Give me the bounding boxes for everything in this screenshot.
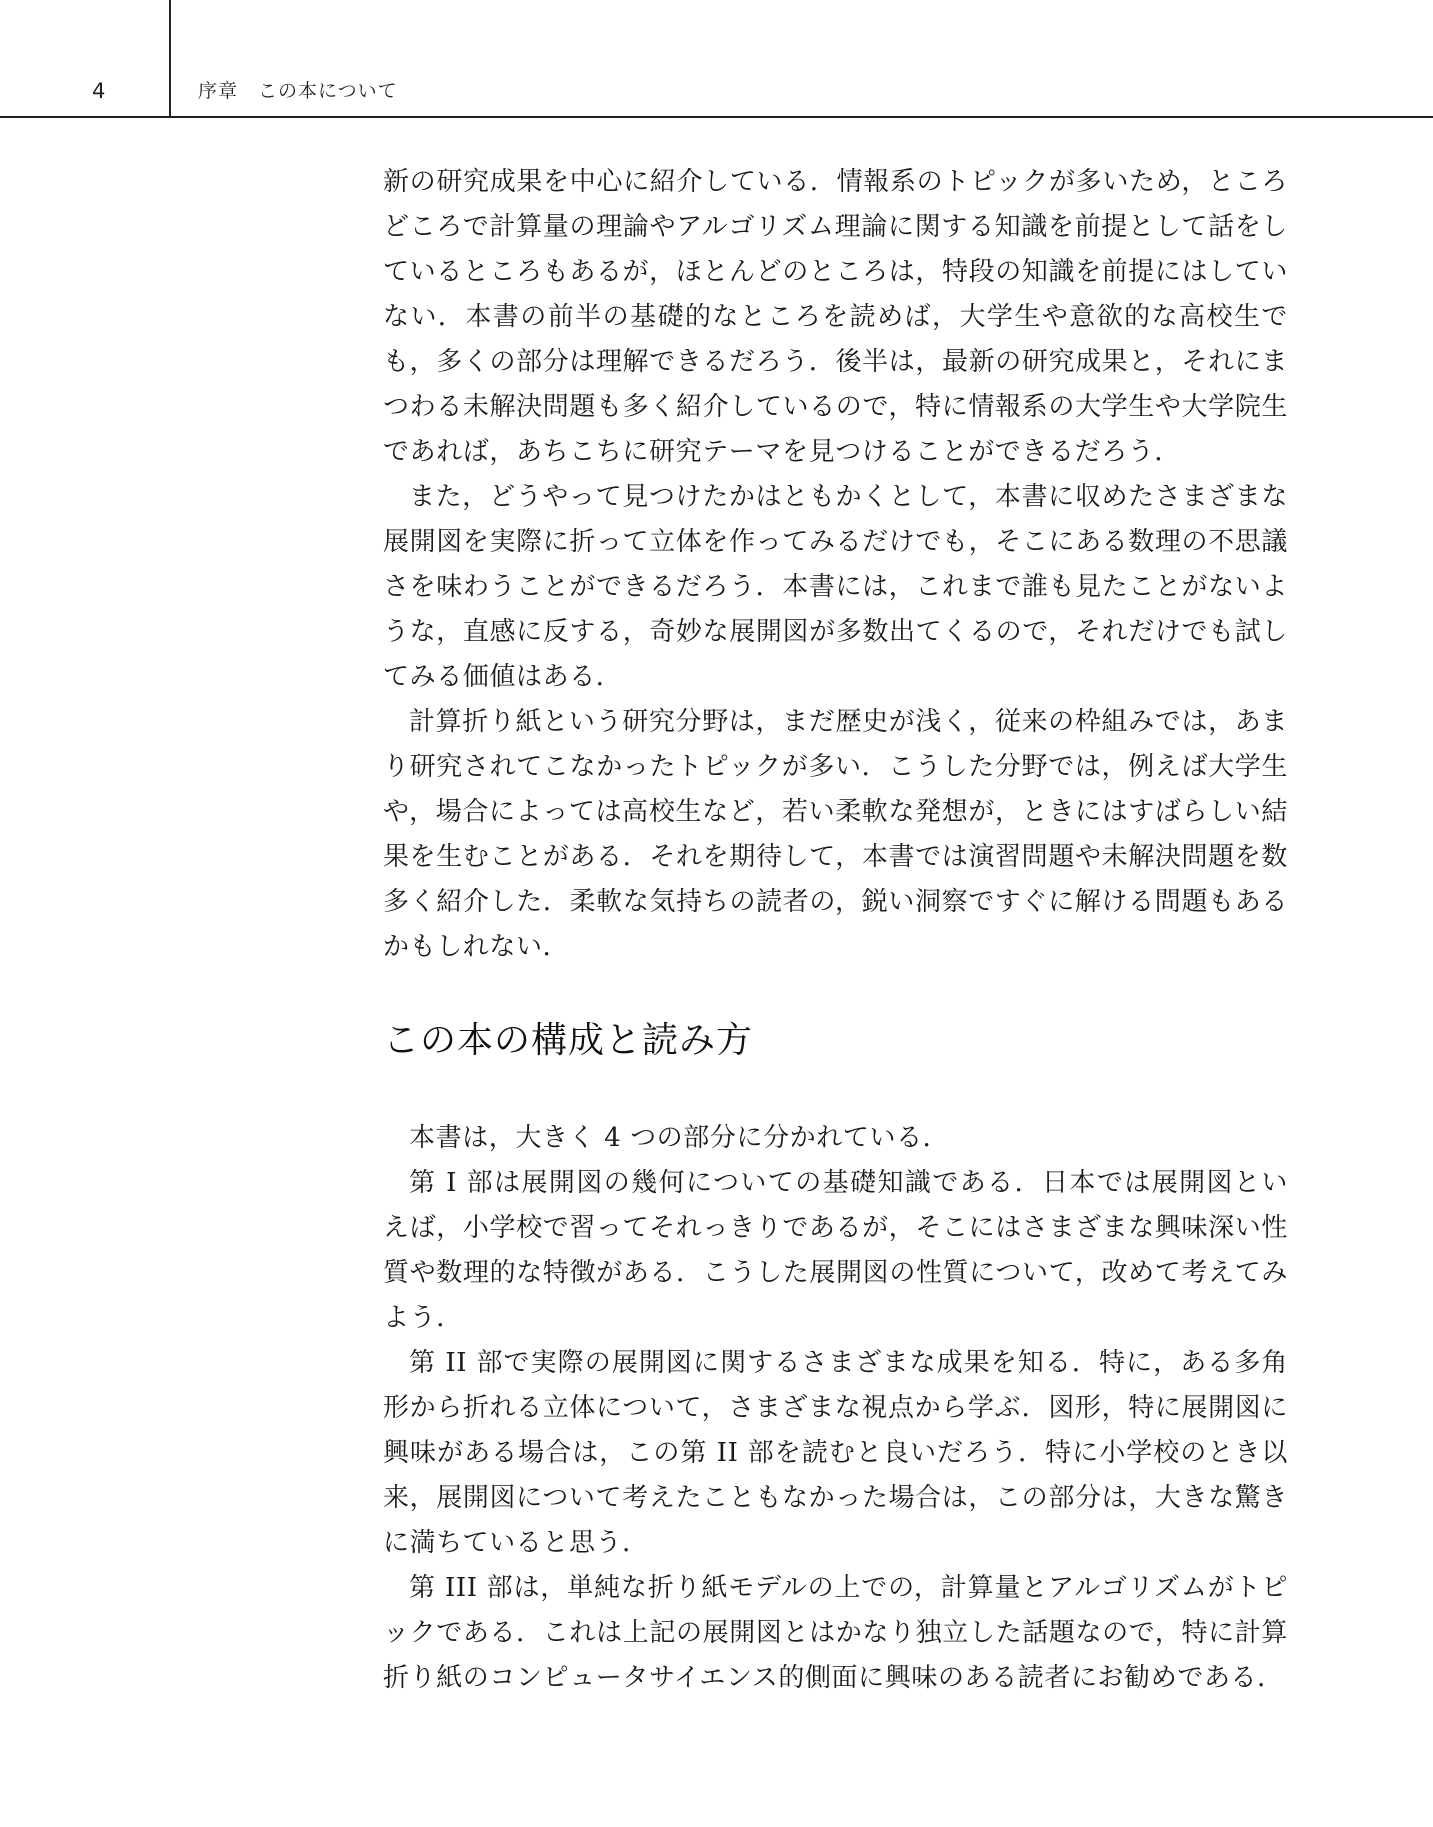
- header-vertical-rule: [169, 0, 171, 118]
- paragraph: また，どうやって見つけたかはともかくとして，本書に収めたさまざまな展開図を実際に折って立体を作ってみるだけでも，そこにある数理の不思議さを味わうことができるだろう．本書には，これまで誰も見たことがないような，直感に反する，奇妙な展開図が多数出てくるので，それだけでも試してみる価値はある．: [383, 482, 1288, 692]
- paragraph: 新の研究成果を中心に紹介している．情報系のトピックが多いため，ところどころで計算量の理論やアルゴリズム理論に関する知識を前提として話をしているところもあるが，ほとんどのところは，特段の知識を前提にはしていない．本書の前半の基礎的なところを読めば，大学生や意欲的な高校生でも，多くの部分は理解できるだろう．後半は，最新の研究成果と，それにまつわる未解決問題も多く紹介しているので，特に情報系の大学生や大学院生であれば，あちこちに研究テーマを見つけることができるだろう．: [383, 167, 1288, 467]
- paragraph: 計算折り紙という研究分野は，まだ歴史が浅く，従来の枠組みでは，あまり研究されてこなかったトピックが多い．こうした分野では，例えば大学生や，場合によっては高校生など，若い柔軟な発想が，ときにはすばらしい結果を生むことがある．それを期待して，本書では演習問題や未解決問題を数多く紹介した．柔軟な気持ちの読者の，鋭い洞察ですぐに解ける問題もあるかもしれない．: [383, 707, 1288, 962]
- section-heading: この本の構成と読み方: [383, 1020, 754, 1061]
- page-header: [0, 0, 1433, 118]
- header-horizontal-rule: [0, 116, 1433, 118]
- intro-text: [383, 160, 1288, 970]
- paragraph: 第 I 部は展開図の幾何についての基礎知識である．日本では展開図といえば，小学校で習ってそれっきりであるが，そこにはさまざまな興味深い性質や数理的な特徴がある．こうした展開図の性質について，改めて考えてみよう．: [383, 1168, 1288, 1333]
- page-number: 4: [92, 79, 106, 103]
- paragraph: 第 III 部は，単純な折り紙モデルの上での，計算量とアルゴリズムがトピックである．これは上記の展開図とはかなり独立した話題なので，特に計算折り紙のコンピュータサイエンス的側面に興味のある読者にお勧めである．: [383, 1573, 1288, 1693]
- section-text: [383, 1116, 1288, 1701]
- paragraph: 本書は，大きく 4 つの部分に分かれている．: [409, 1123, 950, 1153]
- paragraph: 第 II 部で実際の展開図に関するさまざまな成果を知る．特に，ある多角形から折れる立体について，さまざまな視点から学ぶ．図形，特に展開図に興味がある場合は，この第 II 部を読むと良いだろう．特に小学校のとき以来，展開図について考えたこともなかった場合は，この部分は，大きな驚きに満ちていると思う．: [383, 1348, 1288, 1558]
- running-head: 序章 この本について: [198, 80, 398, 102]
